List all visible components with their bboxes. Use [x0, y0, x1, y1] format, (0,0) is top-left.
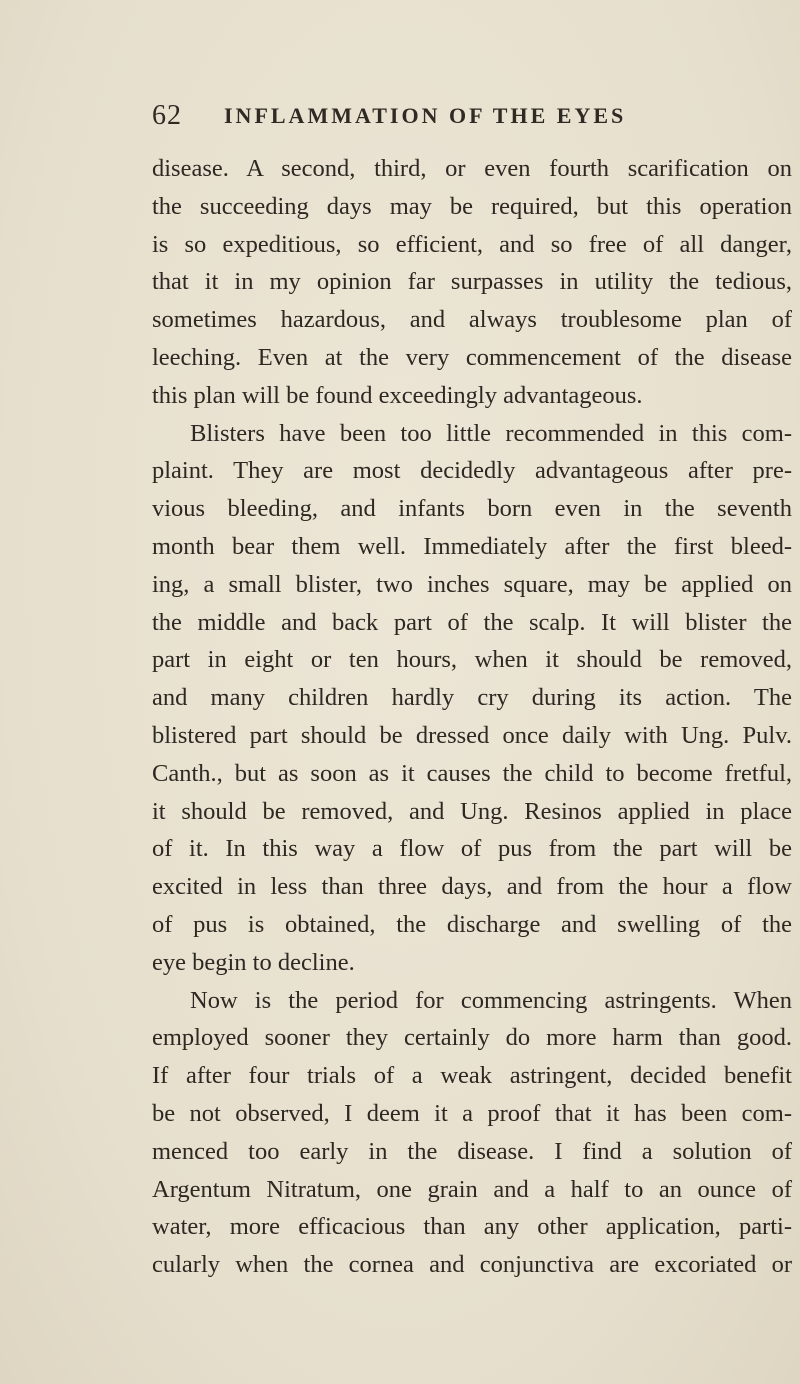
text-line: eye begin to decline.	[152, 948, 355, 976]
text-line: vious bleeding, and infants born even in the seventh	[152, 495, 792, 523]
text-line: employed sooner they certainly do more harm than good.	[152, 1024, 792, 1052]
text-line: it should be removed, and Ung. Resinos applied in place	[152, 797, 792, 825]
text-line: excited in less than three days, and from the hour a flow	[152, 873, 792, 901]
text-line: menced too early in the disease. I find a solution of	[152, 1137, 792, 1165]
text-line: cularly when the cornea and conjunctiva are excoriated or	[152, 1251, 792, 1279]
text-line: leeching. Even at the very commencement of the disease	[152, 343, 792, 371]
text-line: sometimes hazardous, and always troublesome plan of	[152, 306, 792, 334]
text-line: If after four trials of a weak astringent, decided benefit	[152, 1062, 792, 1090]
text-line: Now is the period for commencing astringents. When	[190, 986, 792, 1014]
text-line: be not observed, I deem it a proof that it has been com-	[152, 1099, 792, 1127]
page-header	[152, 98, 792, 138]
running-head: INFLAMMATION OF THE EYES	[224, 103, 627, 128]
text-line: disease. A second, third, or even fourth scarification on	[152, 155, 792, 182]
text-line: ing, a small blister, two inches square, may be applied on	[152, 570, 792, 598]
text-line: plaint. They are most decidedly advantageous after pre-	[152, 457, 792, 485]
text-line: water, more efficacious than any other application, parti-	[152, 1213, 792, 1241]
text-line: month bear them well. Immediately after the first bleed-	[152, 532, 792, 560]
text-line: blistered part should be dressed once daily with Ung. Pulv.	[152, 721, 792, 749]
body-text	[152, 150, 792, 1284]
text-line: the middle and back part of the scalp. It will blister the	[152, 608, 792, 636]
page-number: 62	[152, 100, 182, 131]
text-line: this plan will be found exceedingly advantageous.	[152, 381, 643, 409]
text-line: and many children hardly cry during its action. The	[152, 684, 792, 712]
text-line: the succeeding days may be required, but this operation	[152, 192, 792, 220]
text-line: Canth., but as soon as it causes the child to become fretful,	[152, 759, 792, 787]
text-line: is so expeditious, so efficient, and so free of all danger,	[152, 230, 792, 258]
text-line: Blisters have been too little recommended in this com-	[190, 419, 792, 447]
text-line: of it. In this way a flow of pus from the part will be	[152, 835, 792, 863]
text-line: of pus is obtained, the discharge and swelling of the	[152, 910, 792, 938]
text-line: Argentum Nitratum, one grain and a half to an ounce of	[152, 1175, 792, 1203]
text-line: part in eight or ten hours, when it should be removed,	[152, 646, 792, 674]
text-line: that it in my opinion far surpasses in utility the tedious,	[152, 268, 792, 296]
